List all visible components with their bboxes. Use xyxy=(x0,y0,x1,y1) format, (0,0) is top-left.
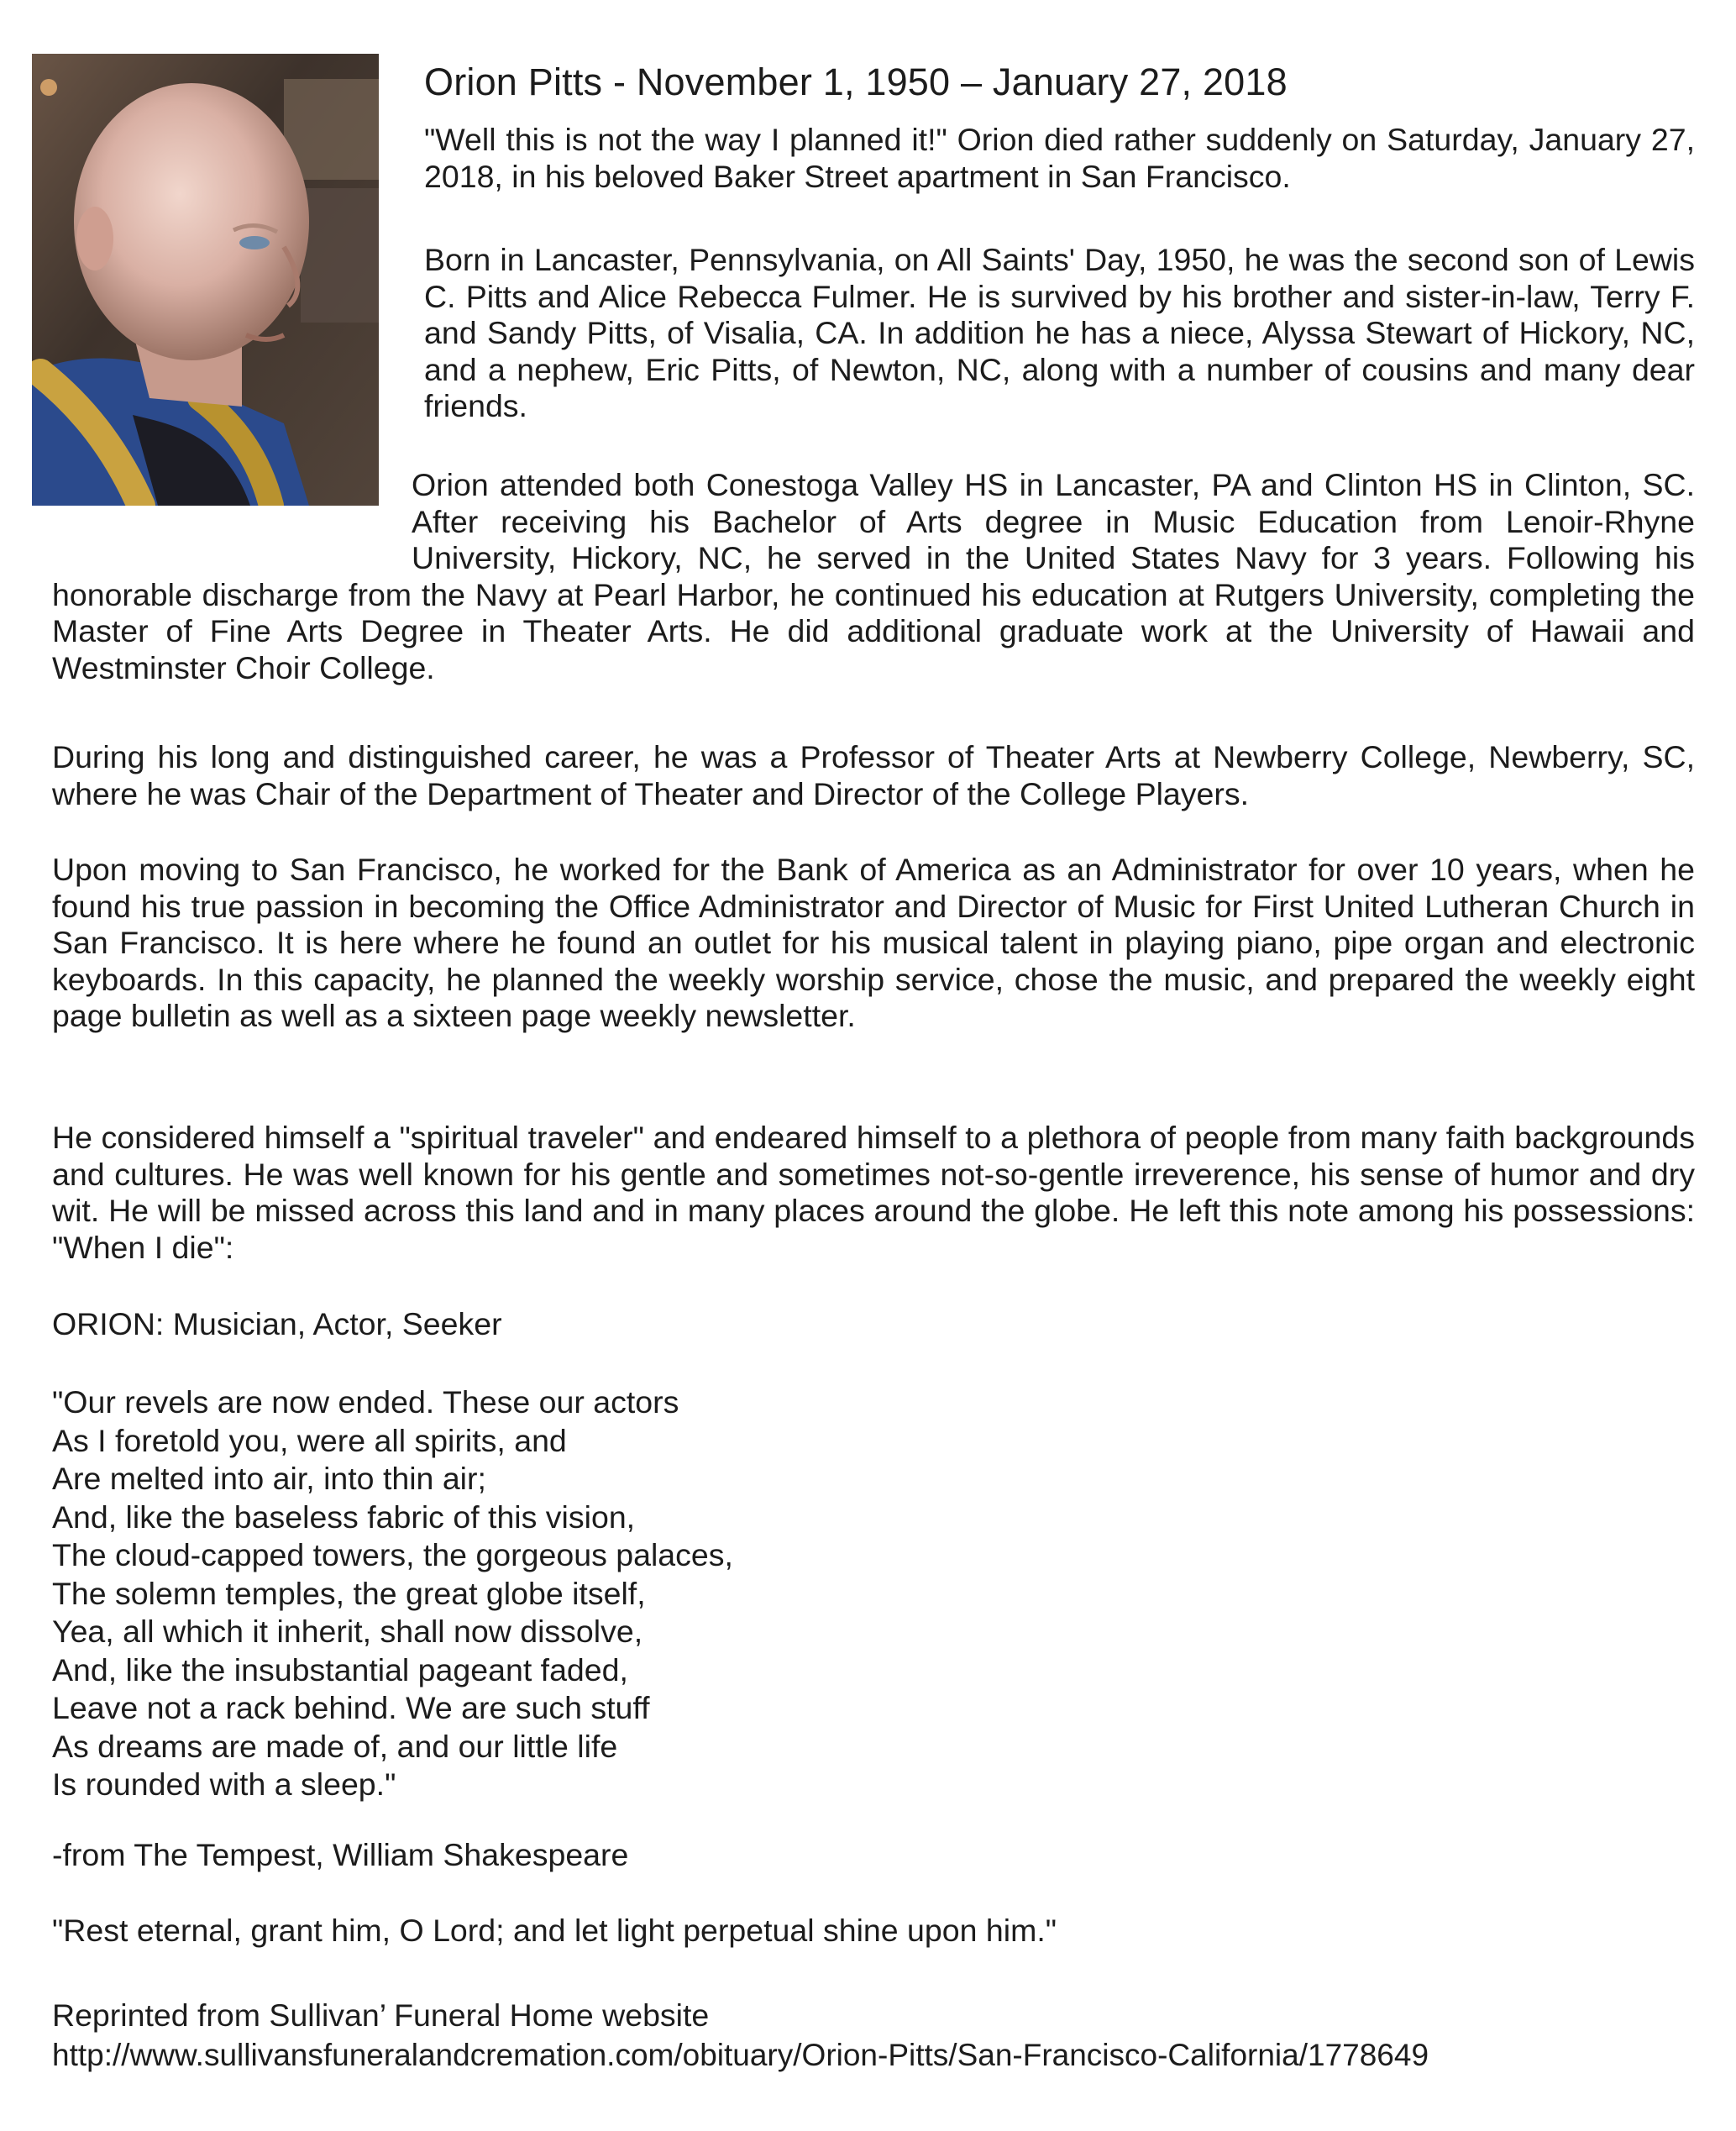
poem-line: As dreams are made of, and our little life xyxy=(52,1728,618,1764)
photo-wrap-spacer xyxy=(52,467,412,576)
poem-line: "Our revels are now ended. These our actors xyxy=(52,1384,679,1420)
education-text: Orion attended both Conestoga Valley HS in Lancaster, PA and Clinton HS in Clinton, SC. After receiving his Bachelor of Arts degree in Music Education from Lenoir-Rhyne University, Hickory, NC, he served in the United States Navy for 3 years. Following his honorable discharge from the Navy at Pearl Harbor, he continued his education at Rutgers University, completing the Master of Fine Arts Degree in Theater Arts. He did additional graduate work at the University of Hawaii and Westminster Choir College. xyxy=(52,467,1695,685)
page-title: Orion Pitts - November 1, 1950 – January 27, 2018 xyxy=(424,60,1288,103)
poem-line: And, like the baseless fabric of this vision, xyxy=(52,1499,636,1535)
family-paragraph: Born in Lancaster, Pennsylvania, on All Saints' Day, 1950, he was the second son of Lewis C. Pitts and Alice Rebecca Fulmer. He is survived by his brother and sister-in-law, Terry F. and Sandy Pitts, of Visalia, CA. In addition he has a niece, Alyssa Stewart of Hickory, NC, and a nephew, Eric Pitts, of Newton, NC, along with a number of cousins and many dear friends. xyxy=(424,242,1695,423)
education-paragraph xyxy=(52,467,1695,686)
tempest-poem xyxy=(52,1383,733,1804)
poem-attribution: -from The Tempest, William Shakespeare xyxy=(52,1837,629,1872)
poem-line: As I foretold you, were all spirits, and xyxy=(52,1422,567,1458)
poem-line: The solemn temples, the great globe itself, xyxy=(52,1575,646,1611)
closing-prayer: "Rest eternal, grant him, O Lord; and let light perpetual shine upon him." xyxy=(52,1913,1057,1948)
epitaph-line: ORION: Musician, Actor, Seeker xyxy=(52,1306,502,1341)
poem-line: And, like the insubstantial pageant faded, xyxy=(52,1651,628,1687)
portrait-photo xyxy=(32,54,379,506)
opening-paragraph: "Well this is not the way I planned it!" Orion died rather suddenly on Saturday, January 27, 2018, in his beloved Baker Street apartment in San Francisco. xyxy=(424,122,1695,194)
poem-line: The cloud-capped towers, the gorgeous palaces, xyxy=(52,1537,733,1572)
spiritual-traveler-paragraph: He considered himself a "spiritual traveler" and endeared himself to a plethora of people from many faith backgrounds and cultures. He was well known for his gentle and sometimes not-so-gentle irreverence, his sense of humor and dry wit. He will be missed across this land and in many places around the globe. He left this note among his possessions: "When I die": xyxy=(52,1120,1695,1265)
reprint-note: Reprinted from Sullivan’ Funeral Home website xyxy=(52,1997,710,2033)
poem-line: Leave not a rack behind. We are such stuff xyxy=(52,1690,650,1725)
poem-line: Are melted into air, into thin air; xyxy=(52,1461,486,1496)
career-paragraph: During his long and distinguished career, he was a Professor of Theater Arts at Newberry College, Newberry, SC, where he was Chair of the Department of Theater and Director of the College Players. xyxy=(52,739,1695,811)
san-francisco-paragraph: Upon moving to San Francisco, he worked for the Bank of America as an Administrator for over 10 years, when he found his true passion in becoming the Office Administrator and Director of Music for First United Lutheran Church in San Francisco. It is here where he found an outlet for his musical talent in playing piano, pipe organ and electronic keyboards. In this capacity, he planned the weekly worship service, chose the music, and prepared the weekly eight page bulletin as well as a sixteen page weekly newsletter. xyxy=(52,852,1695,1033)
poem-line: Is rounded with a sleep." xyxy=(52,1766,396,1802)
poem-line: Yea, all which it inherit, shall now dissolve, xyxy=(52,1614,643,1649)
source-url: http://www.sullivansfuneralandcremation.com/obituary/Orion-Pitts/San-Francisco-California/1778649 xyxy=(52,2038,1429,2072)
